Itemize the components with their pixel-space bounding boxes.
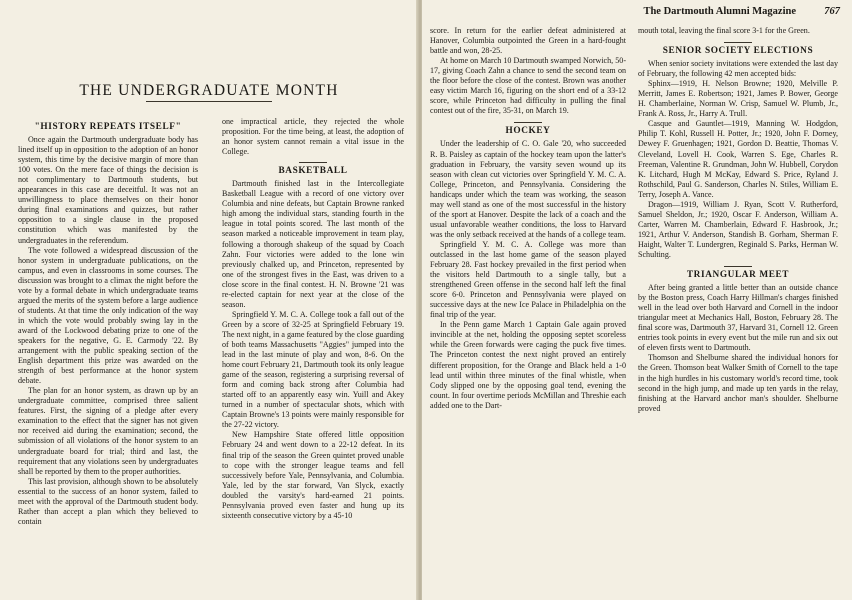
paragraph: The plan for an honor system, as drawn up by an undergraduate committee, comprised three salient features. First, the signing of a pledge after every examination to the effect that the signer has not given nor received aid during the examination; second, the submission of all violations of the honor system to an undergraduate board for trial; third and last, the requirement that any violations seen by undergraduates shall be reported by them to the proper authorities. (18, 386, 198, 476)
right-column-2 (638, 26, 838, 414)
section-title: THE UNDERGRADUATE MONTH (79, 82, 339, 99)
left-column-2 (222, 117, 404, 521)
section-rule (724, 266, 752, 267)
paragraph: When senior society invitations were extended the last day of February, the following 42 men accepted bids: (638, 59, 838, 79)
paragraph: Springfield Y. M. C. A. College took a fall out of the Green by a score of 32-25 at Springfield February 19. The next night, in a game featured by the close guarding of both teams Massachusetts "Aggies" jumped into the lead in the last minute of play and won, 8-6. On the home court February 21, Dartmouth took its only league game of the season, registering a surprising reversal of form and coming back strong after Columbia had started off to an apparently easy win. Yuill and Akey turned in a number of spectacular shots, which with Captain Browne's 13 points were mainly responsible for the 27-22 victory. (222, 309, 404, 430)
title-rule (146, 101, 272, 102)
paragraph: In the Penn game March 1 Captain Gale again proved invincible at the net, holding the opposing septet scoreless while the Green forwards were caging the puck five times. The Princeton contest the next night proved an entirely different proposition, for the Orange and Black held a 1-0 lead until within three minutes of the final whistle, when Cody slipped one by the opposing goal tend, evening the count. In four overtime periods McMillan and Threshie each added one to the Dart- (430, 320, 626, 410)
heading-basketball: BASKETBALL (278, 166, 348, 177)
paragraph: score. In return for the earlier defeat administered at Hanover, Columbia outpointed the Green in a hard-fought battle and won, 28-25. (430, 26, 626, 56)
paragraph: Dartmouth finished last in the Intercollegiate Basketball League with a record of one victory over Columbia and nine defeats, but Captain Browne ranked high among the individual stars, standing fourth in the league in total points scored. The last month of the season marked a noticeable improvement in team play, following a thorough shakeup of the squad by Coach Zahn. Four victories were added to the lone win previously chalked up, and Princeton, represented by one of the strongest fives in the East, was driven to a close score in the final contest. H. N. Browne '21 was re-elected captain for next year at the close of the season. (222, 179, 404, 309)
paragraph: New Hampshire State offered little opposition February 24 and went down to a 22-12 defeat. In its final trip of the season the Green quintet proved unable to cope with the stronger league teams and fell successively before Yale, Pennsylvania, and Columbia. Yale, led by the star forward, Van Slyck, exactly doubled the varsity's hard-earned 21 points. Pennsylvania proved even faster and hung up its sixteenth consecutive victory by a 45-10 (222, 430, 404, 520)
paragraph: Casque and Gauntlet—1919, Manning W. Hodgdon, Philip T. Kohl, Russell H. Potter, Jr.; 1920, John F. Dorney, Dewey F. Gruenhagen; 1921, Gordon D. Beattie, Thomas V. Cleveland, Lovell H. Cook, Warren S. Ege, Charles R. Freeman, Valentine R. Grundman, John W. Hubbell, Corydon K. Litchard, Hugh M McKay, Edward S. Price, Ryland J. Rothschild, Paul G. Sanderson, Charles N. Stiles, William E. Terry, Joseph A. Vance. (638, 119, 838, 199)
paragraph: This last provision, although shown to be absolutely essential to the success of an honor system, failed to meet with the approval of the Dartmouth student body. Rather than accept a plan which they believed to contain (18, 476, 198, 526)
paragraph: mouth total, leaving the final score 3-1 for the Green. (638, 26, 810, 35)
section-rule (724, 42, 752, 43)
paragraph: Once again the Dartmouth undergraduate body has lined itself up in opposition to the adoption of an honor system, this time by the decisive margin of more than 100 votes. On the mere face of things the decision is not complimentary to Dartmouth students, but appearances in this case are deceitful. It was not an unwillingness to place themselves on their honor during final examinations and quizzes, but rather opposition to a single clause in the proposed constitution which was manifested by the undergraduates in the referendum. (18, 135, 198, 245)
section-rule (299, 162, 327, 163)
right-page (422, 0, 852, 600)
section-rule (514, 122, 542, 123)
magazine-name: The Dartmouth Alumni Magazine (643, 6, 796, 17)
paragraph: After being granted a little better than an outside chance by the Boston press, Coach Harry Hillman's charges finished well in the lead over both Harvard and Cornell in the indoor triangular meet at Mechanics Hall, Boston, February 28. The final score was, Dartmouth 37, Harvard 31, Cornell 12. Green entries took points in every event but the mile run and six out of eleven firsts went to Dartmouth. (638, 283, 838, 353)
heading-history-repeats: "HISTORY REPEATS ITSELF" (34, 122, 182, 132)
paragraph: one impractical article, they rejected the whole proposition. For the time being, at least, the adoption of an honor system cannot remain a vital issue in the College. (222, 117, 404, 157)
left-page (0, 0, 418, 600)
paragraph: Under the leadership of C. O. Gale '20, who succeeded R. B. Paisley as captain of the hockey team upon the latter's graduation in February, the varsity seven wound up its season with clean cut victories over Springfield Y. M. C. A. College, Princeton, and Pennsylvania. Considering the handicaps under which the team was working, the season may well stand as one of the most successful in the history of the sport at Hanover. Despite the lack of a coach and the usual unfavorable weather conditions, the loss to Harvard was the only setback received at the hands of a college team. (430, 139, 626, 239)
heading-hockey: HOCKEY (505, 126, 551, 137)
heading-triangular-meet: TRIANGULAR MEET (686, 270, 790, 281)
paragraph: Dragon—1919, William J. Ryan, Scott V. Rutherford, Samuel Sheldon, Jr.; 1920, Oscar F. Anderson, William A. Carter, Warren M. Chamberlain, Edward F. Hasbrook, Jr.; 1921, Arthur V. Anderson, Standish B. Gorham, Sherman F. Haight, Walter T. Lundergren, Reginald S. Parks, Herman W. Schulting. (638, 199, 838, 259)
running-head (422, 6, 840, 20)
paragraph: Springfield Y. M. C. A. College was more than outclassed in the last home game of the season played February 28. Fast hockey prevailed in the first period when the visitors held Dartmouth to a single tally, but a strengthened Green offense in the second half left the final score 6-0. Princeton and Pennsylvania were played on successive days at the new Ice Palace in Philadelphia on the final trip of the year. (430, 239, 626, 320)
heading-senior-society: SENIOR SOCIETY ELECTIONS (662, 46, 814, 57)
right-column-1 (430, 26, 626, 411)
paragraph: Thomson and Shelburne shared the individual honors for the Green. Thomson beat Walker Smith of Cornell to the tape in the high hurdles in his customary world's record time, took second in the high jump, and made up ten yards in the relay, finishing at the Harvard anchor man's shoulder. Shelburne proved (638, 353, 838, 413)
paragraph: The vote followed a widespread discussion of the honor system in undergraduate publications, on the campus, and even in classrooms in some courses. The discussion was brought to a climax the night before the vote by a formal debate in which undergraduate teams argued the merits of the system before a large audience of students. At that time the only indication of the way in which the vote would probably swing lay in the award of the Lockwood debating prize to one of the speakers for the negative, G. E. Carmody '22. By arrangement with the public speaking section of the English department this prize was awarded on the strength of best performance at the honor system debate. (18, 245, 198, 386)
left-column-1 (18, 120, 198, 527)
page-number: 767 (824, 6, 840, 17)
paragraph: Sphinx—1919, H. Nelson Browne; 1920, Melville P. Merritt, James E. Robertson; 1921, James P. Bower, George H. Chamberlaine, Norman W. Crisp, Samuel W. Plumb, Jr., Frank A. Ross, Jr., Harry A. Trull. (638, 79, 838, 119)
paragraph: At home on March 10 Dartmouth swamped Norwich, 50-17, giving Coach Zahn a chance to send the second team on the floor before the close of the contest. Brown was another easy victim March 16, figuring on the short end of a 33-12 score, while Princeton had difficulty in pulling the final contest out of the fire, 35-31, on March 19. (430, 56, 626, 116)
